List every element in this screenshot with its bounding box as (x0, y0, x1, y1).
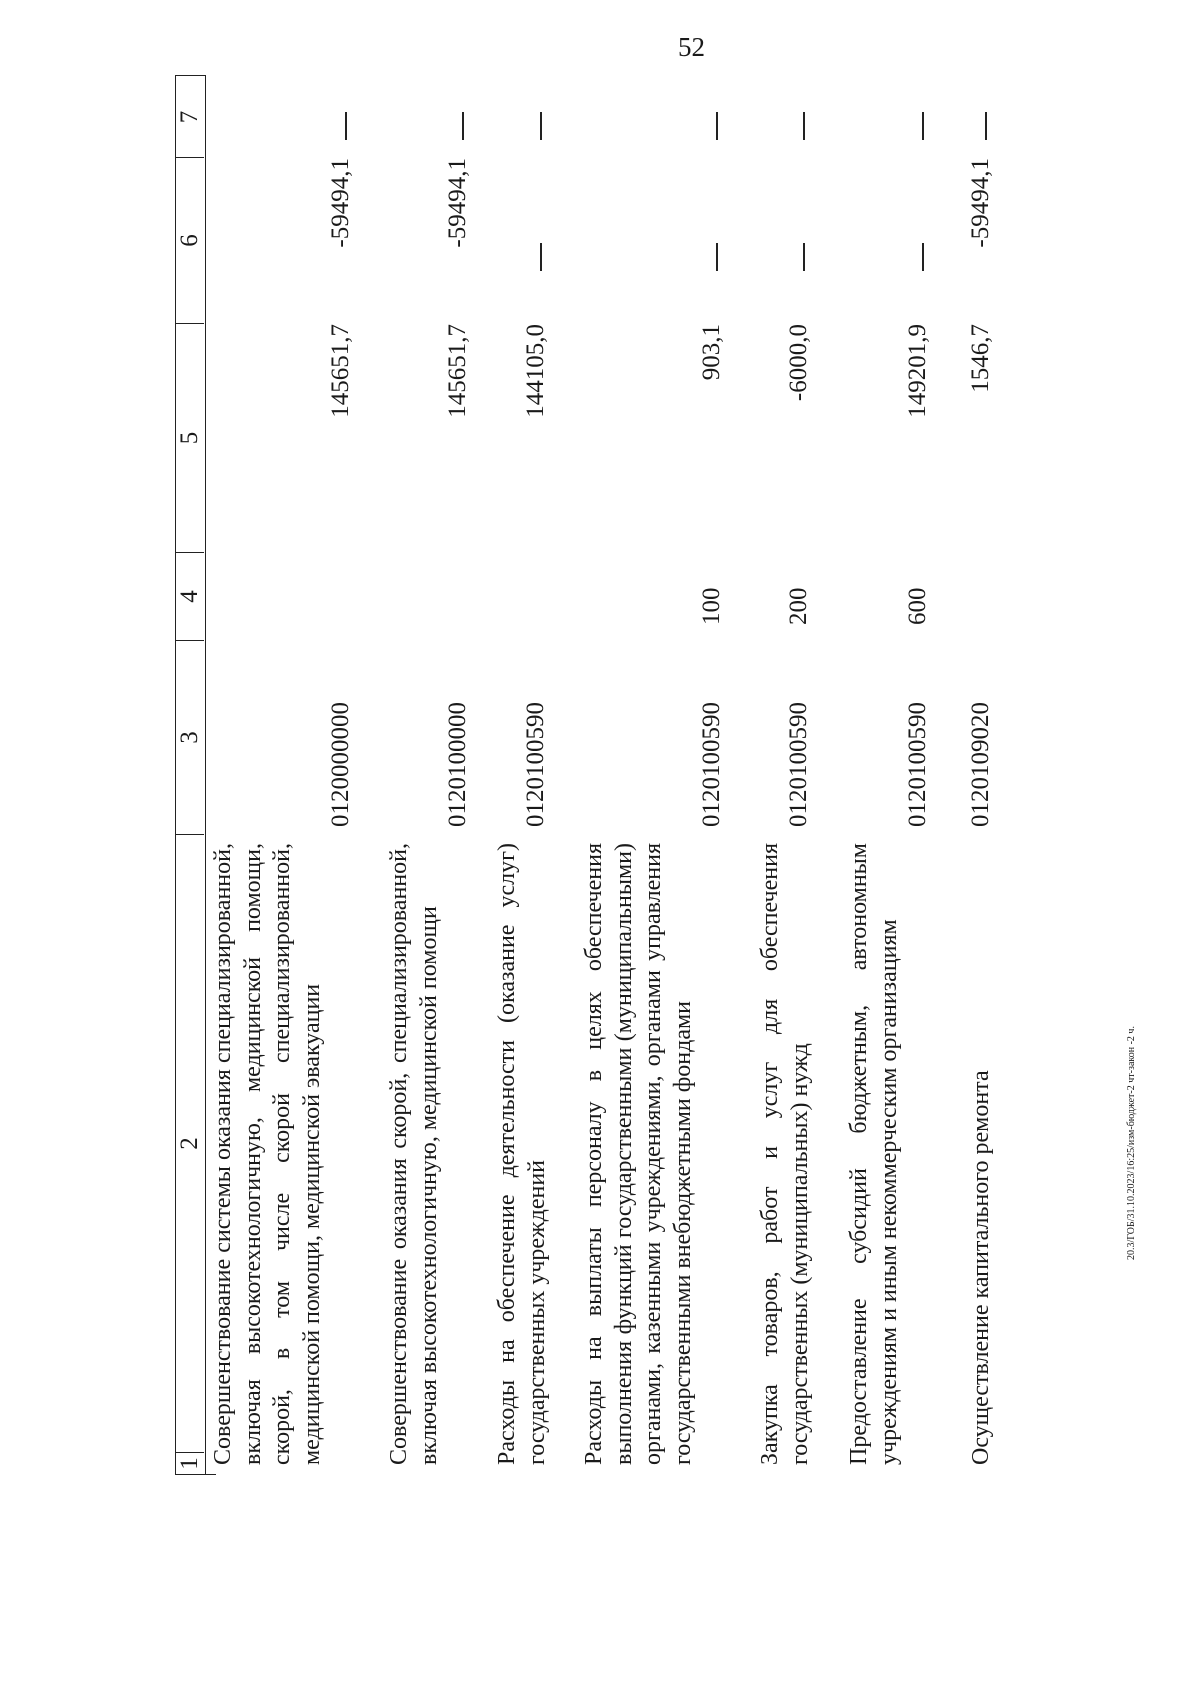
row-code: 0120100000 (444, 702, 471, 827)
row-col6: -59494,1 (444, 158, 471, 248)
header-col-7: 7 (176, 110, 203, 124)
row-vr: 200 (785, 587, 812, 625)
page-number: 52 (678, 32, 705, 62)
row-col7-dash (540, 112, 542, 140)
document-footer (1126, 1026, 1137, 1270)
row-col7-dash (716, 112, 718, 140)
row-name: Расходы на выплаты персоналу в целях обеспечения выполнения функций государственными (муниципальными) органами, казенными учреждениями, органами управления государственными внебюджетными фондами (581, 843, 696, 1465)
left-border-stub (206, 1474, 216, 1475)
row-col7-dash (345, 112, 347, 140)
row-col7-dash (985, 112, 987, 140)
row-name: Расходы на обеспечение деятельности (оказание услуг) государственных учреждений (494, 843, 550, 1465)
row-name: Закупка товаров, работ и услуг для обеспечения государственных (муниципальных) нужд (757, 843, 813, 1465)
row-col5: 145651,7 (327, 324, 354, 418)
row-code: 0120109020 (967, 702, 994, 827)
row-name: Совершенствование оказания скорой, специализированной, включая высокотехнологичную, медицинской помощи (386, 843, 442, 1465)
row-col6-dash (540, 243, 542, 271)
row-name: Предоставление субсидий бюджетным, автономным учреждениям и иным некоммерческим организациям (846, 843, 902, 1465)
row-col6-dash (716, 243, 718, 271)
header-col-6: 6 (176, 157, 204, 323)
row-vr: 600 (904, 587, 931, 625)
row-col6-dash (922, 243, 924, 271)
row-col7-dash (803, 112, 805, 140)
header-col-2: 2 (176, 834, 204, 1452)
header-col-3: 3 (176, 640, 204, 834)
row-col5: 145651,7 (444, 324, 471, 418)
row-col5: 903,1 (698, 324, 725, 381)
row-col5: -6000,0 (785, 324, 812, 402)
header-col-4: 4 (176, 552, 204, 640)
rotated-table-container (175, 75, 1105, 1475)
table-header-row (175, 75, 206, 1475)
row-code: 0120100590 (522, 702, 549, 827)
header-col-5: 5 (176, 323, 204, 552)
row-code: 0120100590 (904, 702, 931, 827)
footer-text: 20.3/ГОБ/31.10.2023/16:25/изм-бюджет-2 чт-закон -2 ч. (1126, 1026, 1137, 1260)
row-code: 0120100590 (698, 702, 725, 827)
row-name: Осуществление капитального ремонта (968, 1070, 994, 1465)
row-col5: 144105,0 (522, 324, 549, 418)
row-col6-dash (803, 243, 805, 271)
row-col7-dash (462, 112, 464, 140)
row-col7-dash (922, 112, 924, 140)
row-col5: 149201,9 (904, 324, 931, 418)
row-col6: -59494,1 (327, 158, 354, 248)
row-code: 0120000000 (327, 702, 354, 827)
row-name: Совершенствование системы оказания специализированной, включая высокотехнологичную, медицинской помощи, скорой, в том числе скорой специализированной, медицинской помощи, медицинской эвакуации (210, 843, 325, 1465)
row-code: 0120100590 (785, 702, 812, 827)
row-vr: 100 (698, 587, 725, 625)
header-col-1: 1 (176, 1452, 204, 1474)
row-col6: -59494,1 (967, 158, 994, 248)
row-col5: 1546,7 (967, 324, 994, 393)
budget-table (175, 75, 1105, 1475)
